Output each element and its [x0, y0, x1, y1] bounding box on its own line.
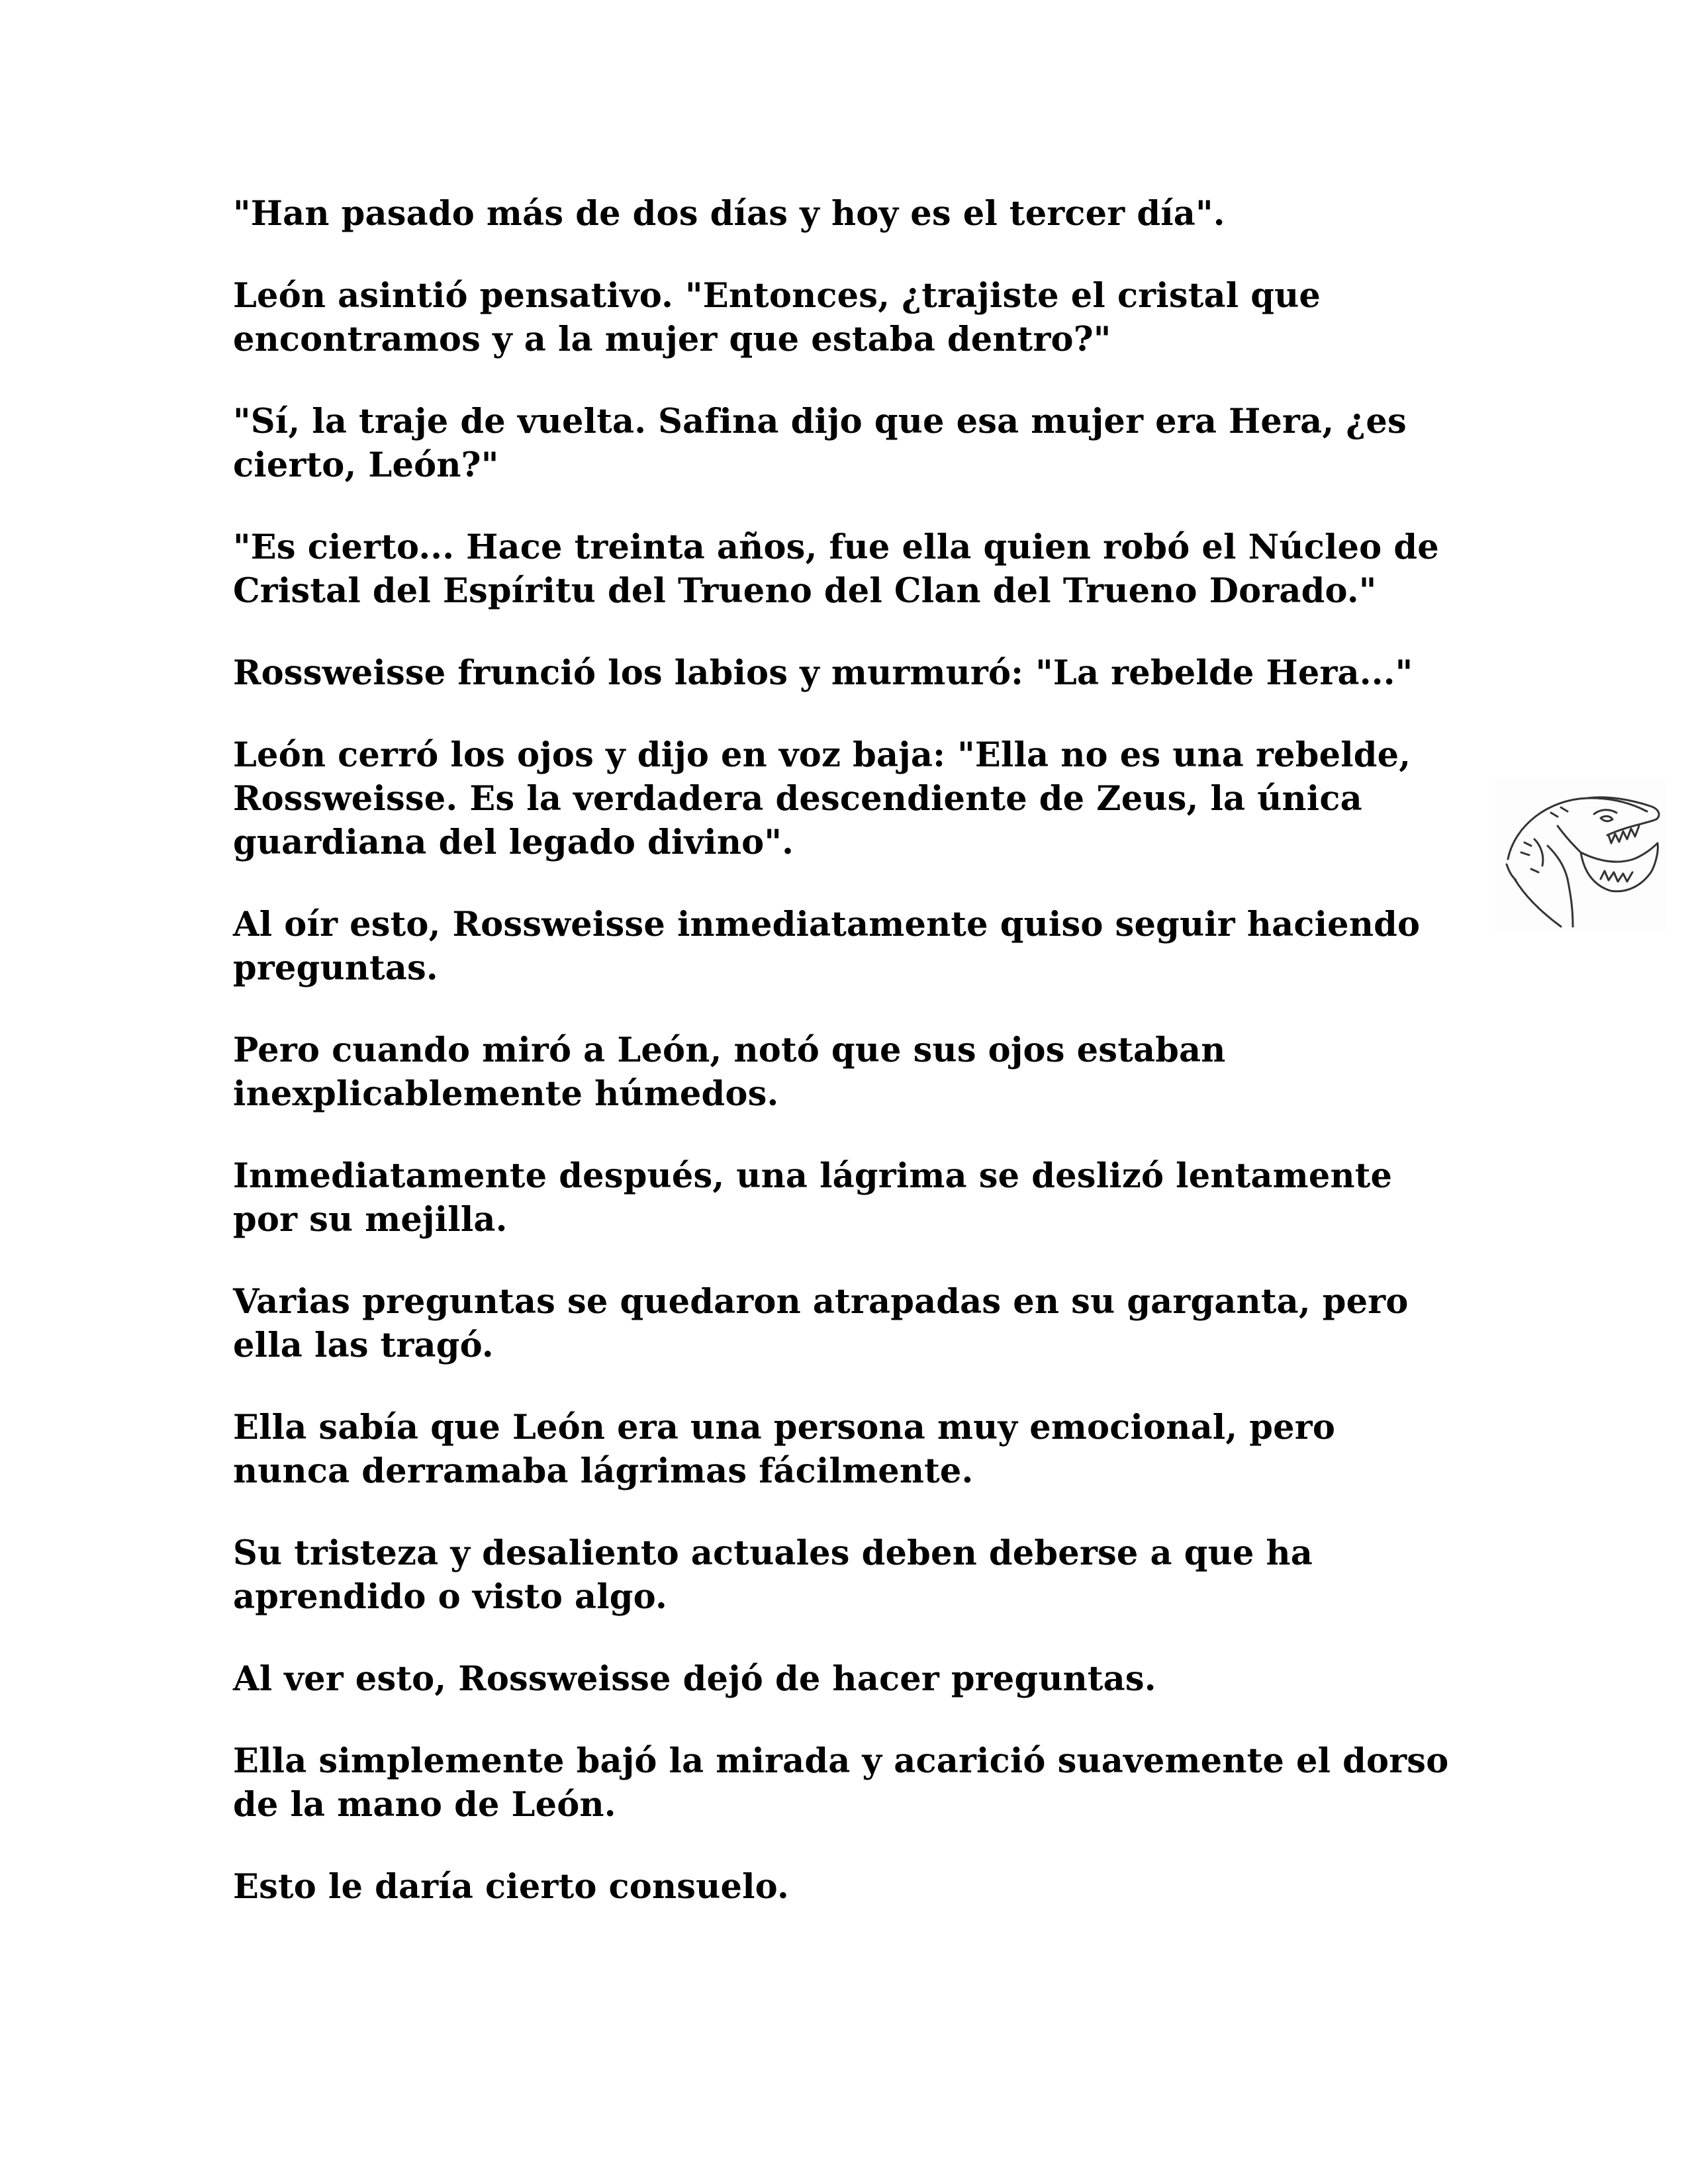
paragraph-13: Al ver esto, Rossweisse dejó de hacer preguntas. [233, 1659, 1156, 1699]
paragraph-14: Ella simplemente bajó la mirada y acarició suavemente el dorso de la mano de León. [233, 1741, 1449, 1825]
dinosaur-head-sketch-icon [1495, 780, 1667, 932]
paragraph-3: "Sí, la traje de vuelta. Safina dijo que esa mujer era Hera, ¿es cierto, León?" [233, 402, 1407, 485]
paragraph-5: Rossweisse frunció los labios y murmuró: "La rebelde Hera..." [233, 653, 1413, 693]
paragraph-1: "Han pasado más de dos días y hoy es el tercer día". [233, 194, 1225, 234]
paragraph-8: Pero cuando miró a León, notó que sus ojos estaban inexplicablemente húmedos. [233, 1030, 1226, 1114]
paragraph-11: Ella sabía que León era una persona muy emocional, pero nunca derramaba lágrimas fácilmente. [233, 1408, 1336, 1491]
paragraph-15: Esto le daría cierto consuelo. [233, 1867, 789, 1907]
paragraph-10: Varias preguntas se quedaron atrapadas en su garganta, pero ella las tragó. [233, 1282, 1409, 1365]
body-text [233, 192, 1451, 1947]
paragraph-12: Su tristeza y desaliento actuales deben deberse a que ha aprendido o visto algo. [233, 1533, 1313, 1617]
paragraph-7: Al oír esto, Rossweisse inmediatamente quiso seguir haciendo preguntas. [233, 905, 1421, 988]
paragraph-9: Inmediatamente después, una lágrima se deslizó lentamente por su mejilla. [233, 1156, 1393, 1240]
paragraph-2: León asintió pensativo. "Entonces, ¿trajiste el cristal que encontramos y a la mujer que estaba dentro?" [233, 276, 1321, 359]
paragraph-4: "Es cierto... Hace treinta años, fue ella quien robó el Núcleo de Cristal del Espíritu del Trueno del Clan del Trueno Dorado." [233, 527, 1439, 611]
paragraph-6: León cerró los ojos y dijo en voz baja: "Ella no es una rebelde, Rossweisse. Es la verdadera descendiente de Zeus, la única guardiana del legado divino". [233, 735, 1411, 862]
